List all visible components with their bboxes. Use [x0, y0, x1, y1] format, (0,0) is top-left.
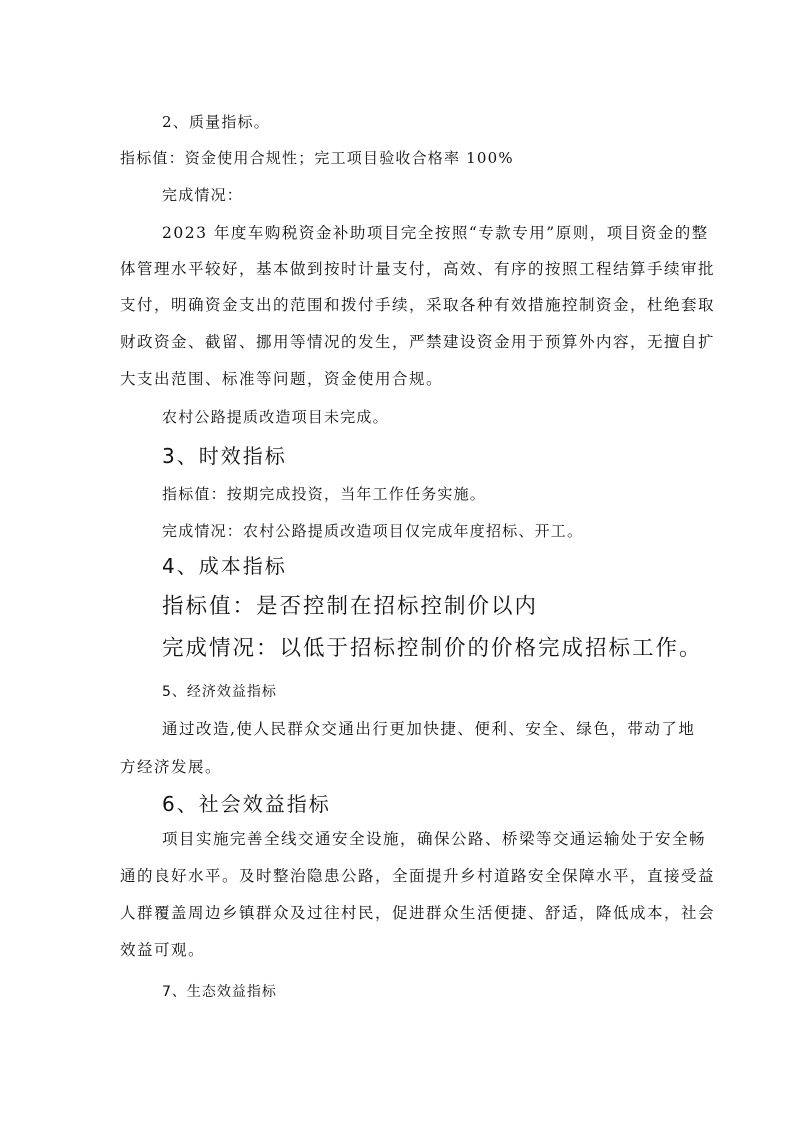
section-heading-social: 6、社会效益指标	[162, 792, 331, 816]
social-paragraph-line: 效益可观。	[120, 941, 206, 959]
economic-paragraph-line: 方经济发展。	[120, 758, 223, 776]
quality-status-label: 完成情况：	[162, 186, 244, 204]
section-heading-timeliness: 3、时效指标	[162, 444, 287, 468]
cost-status-text: 完成情况：以低于招标控制价的价格完成招标工作。	[162, 636, 703, 661]
section-heading-quality: 2、质量指标。	[162, 113, 270, 131]
quality-paragraph-line: 大支出范围、标准等问题，资金使用合规。	[120, 370, 444, 388]
cost-indicator-text: 指标值：是否控制在招标控制价以内	[162, 594, 539, 619]
timeliness-indicator-text: 指标值：按期完成投资，当年工作任务实施。	[162, 485, 487, 503]
section-heading-economic: 5、经济效益指标	[162, 684, 277, 700]
timeliness-status-text: 完成情况：农村公路提质改造项目仅完成年度招标、开工。	[162, 522, 584, 540]
social-paragraph-line: 项目实施完善全线交通安全设施，确保公路、桥梁等交通运输处于安全畅	[162, 830, 707, 848]
section-heading-ecological: 7、生态效益指标	[162, 984, 277, 1000]
social-paragraph-line: 人群覆盖周边乡镇群众及过往村民，促进群众生活便捷、舒适，降低成本，社会	[120, 904, 716, 922]
section-heading-cost: 4、成本指标	[162, 554, 287, 578]
economic-paragraph-line: 通过改造,使人民群众交通出行更加快捷、便利、安全、绿色，带动了地	[162, 720, 696, 738]
quality-indicator-text: 指标值：资金使用合规性；完工项目验收合格率 100%	[120, 149, 514, 167]
quality-paragraph-line: 体管理水平较好，基本做到按时计量支付，高效、有序的按照工程结算手续审批	[120, 260, 716, 278]
quality-paragraph-line: 2023 年度车购税资金补助项目完全按照“专款专用”原则，项目资金的整	[162, 224, 709, 242]
quality-note: 农村公路提质改造项目未完成。	[162, 408, 389, 426]
quality-paragraph-line: 财政资金、截留、挪用等情况的发生，严禁建设资金用于预算外内容，无擅自扩	[120, 333, 716, 351]
quality-paragraph-line: 支付，明确资金支出的范围和拨付手续，采取各种有效措施控制资金，杜绝套取	[120, 296, 716, 314]
social-paragraph-line: 通的良好水平。及时整治隐患公路，全面提升乡村道路安全保障水平，直接受益	[120, 867, 716, 885]
